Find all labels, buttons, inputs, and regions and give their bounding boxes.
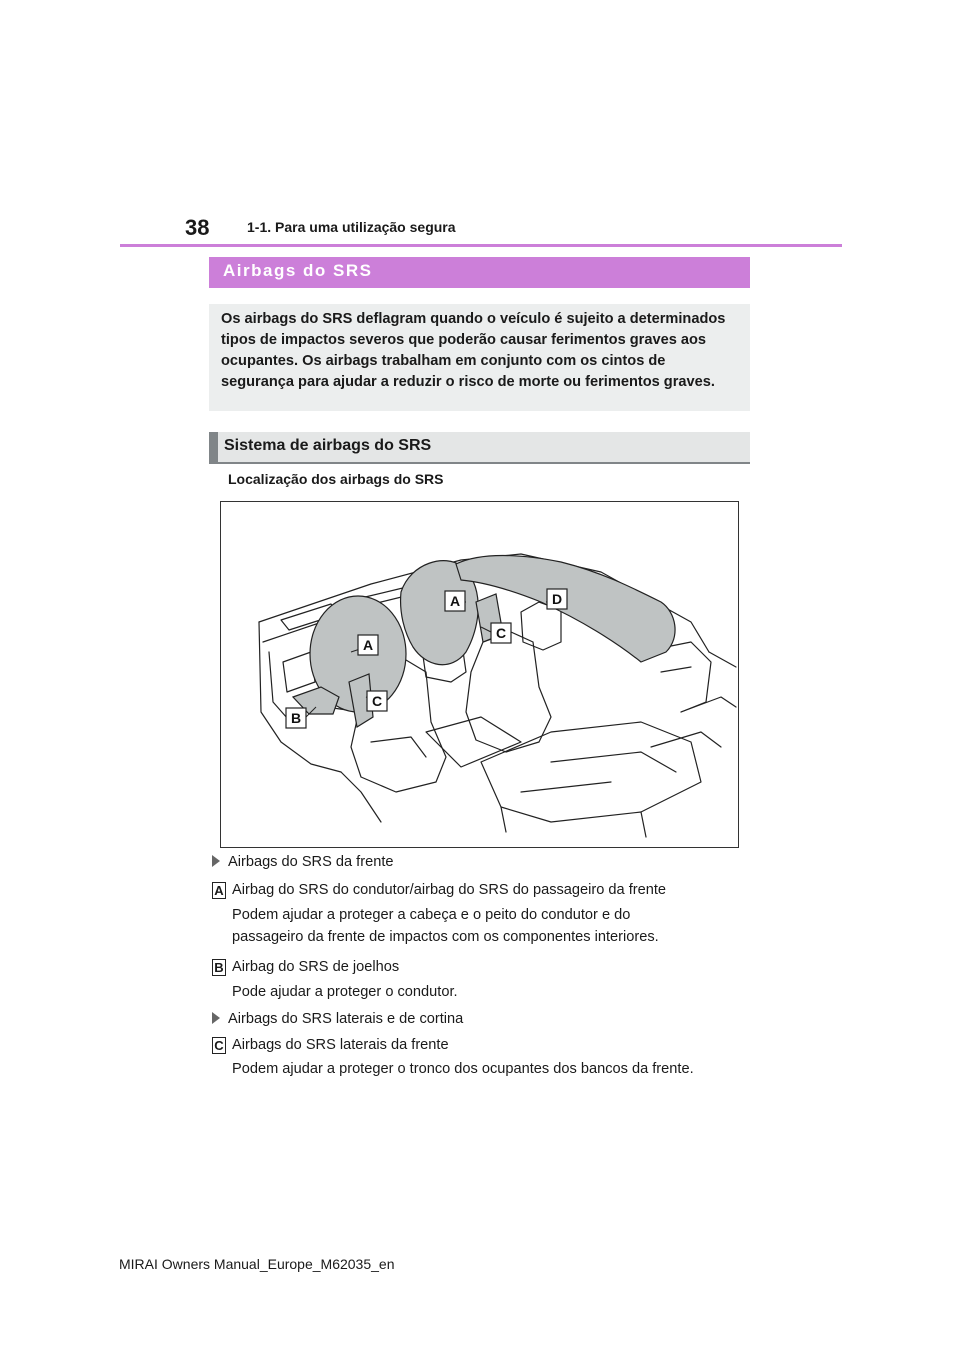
airbag-location-figure bbox=[220, 501, 739, 848]
location-title: Localização dos airbags do SRS bbox=[228, 471, 444, 487]
header-rule bbox=[120, 244, 842, 247]
page-number: 38 bbox=[185, 215, 210, 240]
figure-label-b-knee: B bbox=[290, 710, 302, 726]
section-title: 1-1. Para uma utilização segura bbox=[247, 219, 456, 235]
triangle-bullet-icon bbox=[212, 855, 220, 867]
item-c-title: Airbags do SRS laterais da frente bbox=[232, 1037, 449, 1053]
subheading: Sistema de airbags do SRS bbox=[209, 432, 750, 464]
item-a-desc-line-2: passageiro da frente de impactos com os componentes interiores. bbox=[232, 929, 659, 945]
figure-label-c-passenger: C bbox=[495, 625, 507, 641]
intro-box bbox=[209, 304, 750, 411]
figure-label-a-driver: A bbox=[362, 637, 374, 653]
bullet-side-curtain-airbags bbox=[212, 1009, 463, 1029]
car-interior-illustration bbox=[221, 502, 738, 847]
item-b-desc-line-1: Pode ajudar a proteger o condutor. bbox=[232, 984, 458, 1000]
figure-label-c-driver: C bbox=[371, 693, 383, 709]
bullet-label: Airbags do SRS da frente bbox=[228, 854, 394, 870]
letter-box-c: C bbox=[212, 1037, 226, 1054]
triangle-bullet-icon bbox=[212, 1012, 220, 1024]
footer: MIRAI Owners Manual_Europe_M62035_en bbox=[119, 1256, 395, 1272]
item-b-title: Airbag do SRS de joelhos bbox=[232, 959, 400, 975]
item-c-desc-line-1: Podem ajudar a proteger o tronco dos ocupantes dos bancos da frente. bbox=[232, 1061, 694, 1077]
intro-text: Os airbags do SRS deflagram quando o veículo é sujeito a determinados tipos de impactos severos que poderão causar ferimentos graves aos ocupantes. Os airbags trabalham em conjunto com os cintos de segurança para ajudar a reduzir o risco de morte ou ferimentos graves. bbox=[221, 311, 726, 390]
bullet-front-airbags bbox=[212, 852, 394, 872]
figure-label-a-passenger: A bbox=[449, 593, 461, 609]
main-heading: Airbags do SRS bbox=[209, 257, 750, 288]
letter-box-a: A bbox=[212, 882, 226, 899]
item-a-title: Airbag do SRS do condutor/airbag do SRS do passageiro da frente bbox=[232, 882, 667, 898]
item-a-desc-line-1: Podem ajudar a proteger a cabeça e o peito do condutor e do bbox=[232, 907, 631, 923]
bullet-label: Airbags do SRS laterais e de cortina bbox=[228, 1011, 464, 1027]
figure-label-d-curtain: D bbox=[551, 591, 563, 607]
letter-box-b: B bbox=[212, 959, 226, 976]
